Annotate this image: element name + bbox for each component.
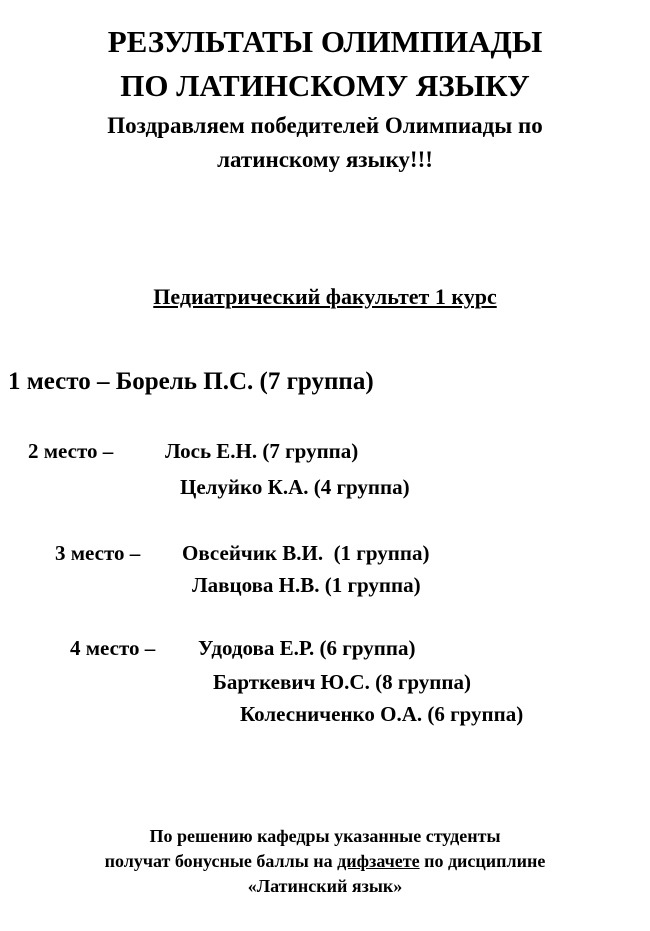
winner-name: Борель П.С. (7 группа) (115, 368, 374, 395)
footer-line-3: «Латинский язык» (247, 876, 403, 896)
congratulation-line-1: Поздравляем победителей Олимпиады по (107, 113, 543, 138)
place-2-row (28, 439, 113, 464)
footer-line-2 (0, 849, 650, 874)
place-4-label: 4 место – (70, 636, 156, 660)
place-1-row (8, 368, 374, 396)
winner-name: Овсейчик В.И. (1 группа) (182, 541, 430, 565)
place-4-row (70, 636, 155, 661)
footer-text: получат бонусные баллы на (104, 851, 338, 871)
page-title-line-2: ПО ЛАТИНСКОМУ ЯЗЫКУ (120, 68, 530, 103)
place-2-label: 2 место – (28, 439, 114, 463)
winner-name: Удодова Е.Р. (6 группа) (198, 636, 416, 660)
page-title-line-1: РЕЗУЛЬТАТЫ ОЛИМПИАДЫ (107, 24, 543, 59)
footer-underlined-term: дифзачете (337, 851, 420, 871)
winner-name: Барткевич Ю.С. (8 группа) (213, 670, 471, 694)
winner-name: Лавцова Н.В. (1 группа) (192, 573, 421, 597)
place-3-row (55, 541, 140, 566)
place-3-label: 3 место – (55, 541, 141, 565)
section-title-faculty: Педиатрический факультет 1 курс (153, 284, 497, 309)
winner-name: Колесниченко О.А. (6 группа) (240, 702, 524, 726)
congratulation-line-2: латинскому языку!!! (217, 147, 433, 172)
place-1-label: 1 место – (8, 368, 116, 395)
winner-name: Целуйко К.А. (4 группа) (180, 475, 410, 499)
winner-name: Лось Е.Н. (7 группа) (165, 439, 359, 463)
footer-line-1: По решению кафедры указанные студенты (149, 826, 501, 846)
footer-text: по дисциплине (419, 851, 546, 871)
